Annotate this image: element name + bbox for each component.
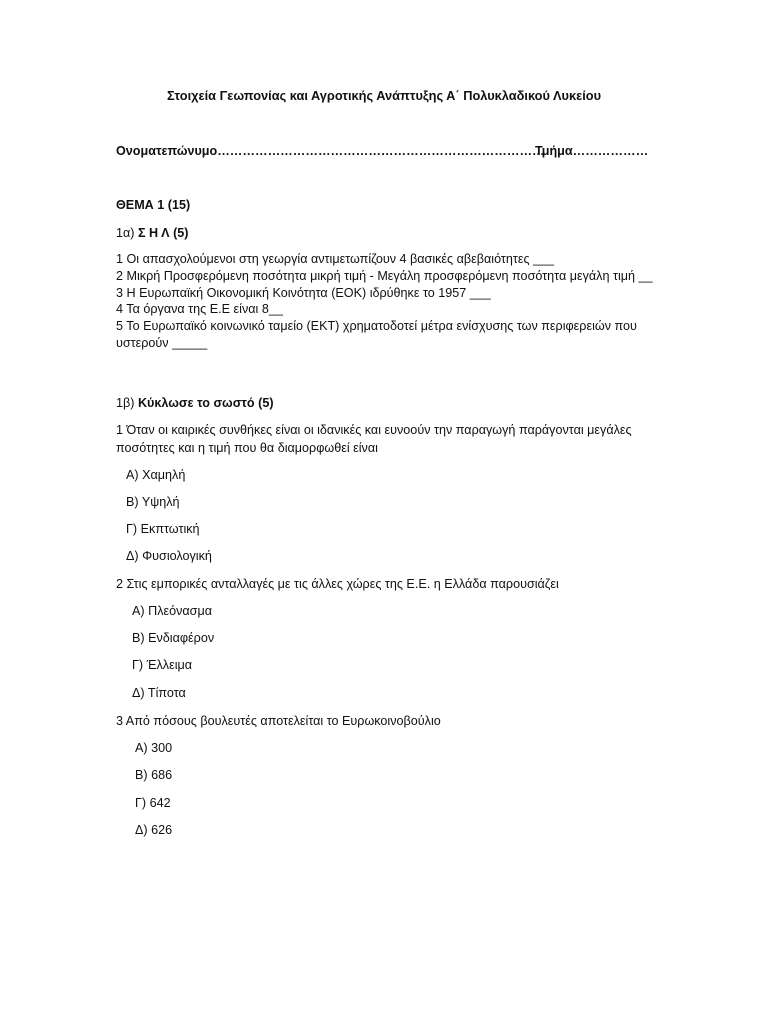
question-1-option-a: Α) Χαμηλή (126, 468, 186, 482)
part-a-heading (116, 225, 188, 242)
question-3-option-d: Δ) 626 (135, 823, 173, 837)
student-name-field: Ονοματεπώνυμο…………………………………………………………………… (116, 144, 545, 158)
tf-item-5: 5 Το Ευρωπαϊκό κοινωνικό ταμείο (ΕΚΤ) χρηματοδοτεί μέτρα ενίσχυσης των περιφερειών που υστερούν _____ (116, 319, 637, 350)
document-title: Στοιχεία Γεωπονίας και Αγροτικής Ανάπτυξης Α΄ Πολυκλαδικού Λυκείου (166, 88, 602, 103)
question-1-option-b: Β) Υψηλή (126, 495, 180, 509)
part-a-number: 1α) (116, 226, 138, 240)
part-a-label: Σ Η Λ (5) (137, 226, 189, 240)
tf-item-3: 3 Η Ευρωπαϊκή Οικονομική Κοινότητα (ΕΟΚ) ιδρύθηκε το 1957 ___ (116, 285, 491, 300)
part-b-label: Κύκλωσε το σωστό (5) (137, 396, 274, 410)
tf-item-4: 4 Τα όργανα της Ε.Ε είναι 8__ (116, 302, 283, 317)
question-1-option-d: Δ) Φυσιολογική (126, 549, 212, 563)
question-1-option-c: Γ) Εκπτωτική (126, 522, 200, 536)
tf-item-2: 2 Μικρή Προσφερόμενη ποσότητα μικρή τιμή - Μεγάλη προσφερόμενη ποσότητα μεγάλη τιμή __ (116, 268, 653, 283)
question-3-text: 3 Από πόσους βουλευτές αποτελείται το Ευρωκοινοβούλιο (116, 714, 441, 728)
class-section-field: Τμήμα……………… (535, 144, 649, 158)
true-false-list (116, 251, 656, 352)
question-1-text: 1 Όταν οι καιρικές συνθήκες είναι οι ιδανικές και ευνοούν την παραγωγή παράγονται μεγάλες ποσότητες και η τιμή που θα διαμορφωθεί είναι (116, 423, 632, 455)
part-b-number: 1β) (116, 396, 138, 410)
question-3-option-a: Α) 300 (135, 741, 173, 755)
tf-item-1: 1 Οι απασχολούμενοι στη γεωργία αντιμετωπίζουν 4 βασικές αβεβαιότητες ___ (116, 252, 555, 266)
question-2-option-b: Β) Ενδιαφέρον (132, 631, 215, 645)
question-2-text: 2 Στις εμπορικές ανταλλαγές με τις άλλες χώρες της Ε.Ε. η Ελλάδα παρουσιάζει (116, 577, 559, 591)
question-2-option-c: Γ) Έλλειμα (132, 658, 193, 672)
question-2-option-d: Δ) Τίποτα (132, 686, 186, 700)
part-b-heading (116, 395, 274, 412)
question-3-option-c: Γ) 642 (135, 796, 171, 810)
question-3-option-b: Β) 686 (135, 768, 173, 782)
theme-heading: ΘΕΜΑ 1 (15) (116, 198, 191, 212)
question-2-option-a: Α) Πλεόνασμα (132, 604, 212, 618)
